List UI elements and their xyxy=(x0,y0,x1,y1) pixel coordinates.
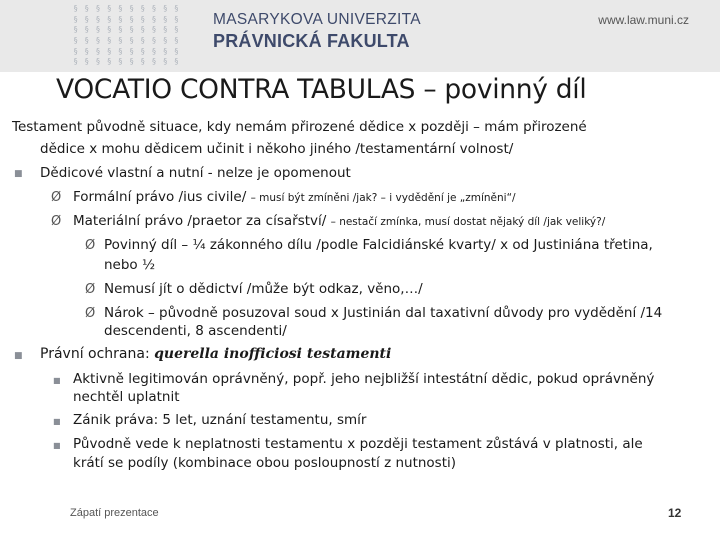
arrow-bullet-icon: Ø xyxy=(85,306,96,321)
square-bullet-icon: ■ xyxy=(53,441,61,450)
slide-title: VOCATIO CONTRA TABULAS – povinný díl xyxy=(56,74,587,105)
bullet-material-law: Materiální právo /praetor za císařství/ – nestačí zmínka, musí dostat nějaký díl /jak veliký?/ xyxy=(73,213,606,229)
square-bullet-icon: ■ xyxy=(53,376,61,385)
bullet-formal-law: Formální právo /ius civile/ – musí být zmíněni /jak? – i vydědění je „zmíněni“/ xyxy=(73,189,516,205)
arrow-bullet-icon: Ø xyxy=(51,190,62,205)
square-bullet-icon: ■ xyxy=(14,351,23,361)
footer-text: Zápatí prezentace xyxy=(70,507,159,519)
sub-bullet-legitimation-line-1: Aktivně legitimován oprávněný, popř. jeho nejbližší intestátní dědic, pokud oprávněný xyxy=(73,371,655,387)
page-number: 12 xyxy=(668,506,682,520)
sub-bullet-expiry: Zánik práva: 5 let, uznání testamentu, smír xyxy=(73,412,367,428)
sub-bullet-portion-line-1: Povinný díl – ¼ zákonného dílu /podle Falcidiánské kvarty/ x od Justiniána třetina, xyxy=(104,237,653,253)
square-bullet-icon: ■ xyxy=(53,417,61,426)
intro-line-1: Testament původně situace, kdy nemám přirozené dědice x později – mám přirozené xyxy=(12,119,587,135)
sub-bullet-claim-line-1: Nárok – původně posuzoval soud x Justinián dal taxativní důvody pro vydědění /14 xyxy=(104,305,663,321)
sub-bullet-invalidity-line-2: krátí se podíly (kombinace obou posloupností z nutnosti) xyxy=(73,455,457,471)
website-url[interactable]: www.law.muni.cz xyxy=(598,13,689,27)
sub-bullet-invalidity-line-1: Původně vede k neplatnosti testamentu x později testament zůstává v platnosti, ale xyxy=(73,436,643,452)
university-logo: § § § § § § § § § § § § § § § § § § § § § § § § § § § § § § § § § § § § § § § § § § § § § § § § § § § § § § § § § § § § xyxy=(73,4,179,67)
bullet-legal-protection: Právní ochrana: querella inofficiosi testamenti xyxy=(40,346,392,362)
sub-bullet-claim-line-2: descendenti, 8 ascendenti/ xyxy=(104,323,287,339)
header-bar xyxy=(0,0,720,72)
arrow-bullet-icon: Ø xyxy=(85,282,96,297)
university-name: MASARYKOVA UNIVERZITA xyxy=(213,11,421,28)
faculty-name: PRÁVNICKÁ FAKULTA xyxy=(213,31,410,51)
bullet-heirs: Dědicové vlastní a nutní - nelze je opomenout xyxy=(40,165,351,181)
arrow-bullet-icon: Ø xyxy=(85,238,96,253)
arrow-bullet-icon: Ø xyxy=(51,214,62,229)
sub-bullet-legitimation-line-2: nechtěl uplatnit xyxy=(73,389,180,405)
sub-bullet-portion-line-2: nebo ½ xyxy=(104,257,156,273)
square-bullet-icon: ■ xyxy=(14,169,23,179)
intro-line-2: dědice x mohu dědicem učinit i někoho jiného /testamentární volnost/ xyxy=(40,141,514,157)
sub-bullet-not-inheritance: Nemusí jít o dědictví /může být odkaz, věno,…/ xyxy=(104,281,423,297)
